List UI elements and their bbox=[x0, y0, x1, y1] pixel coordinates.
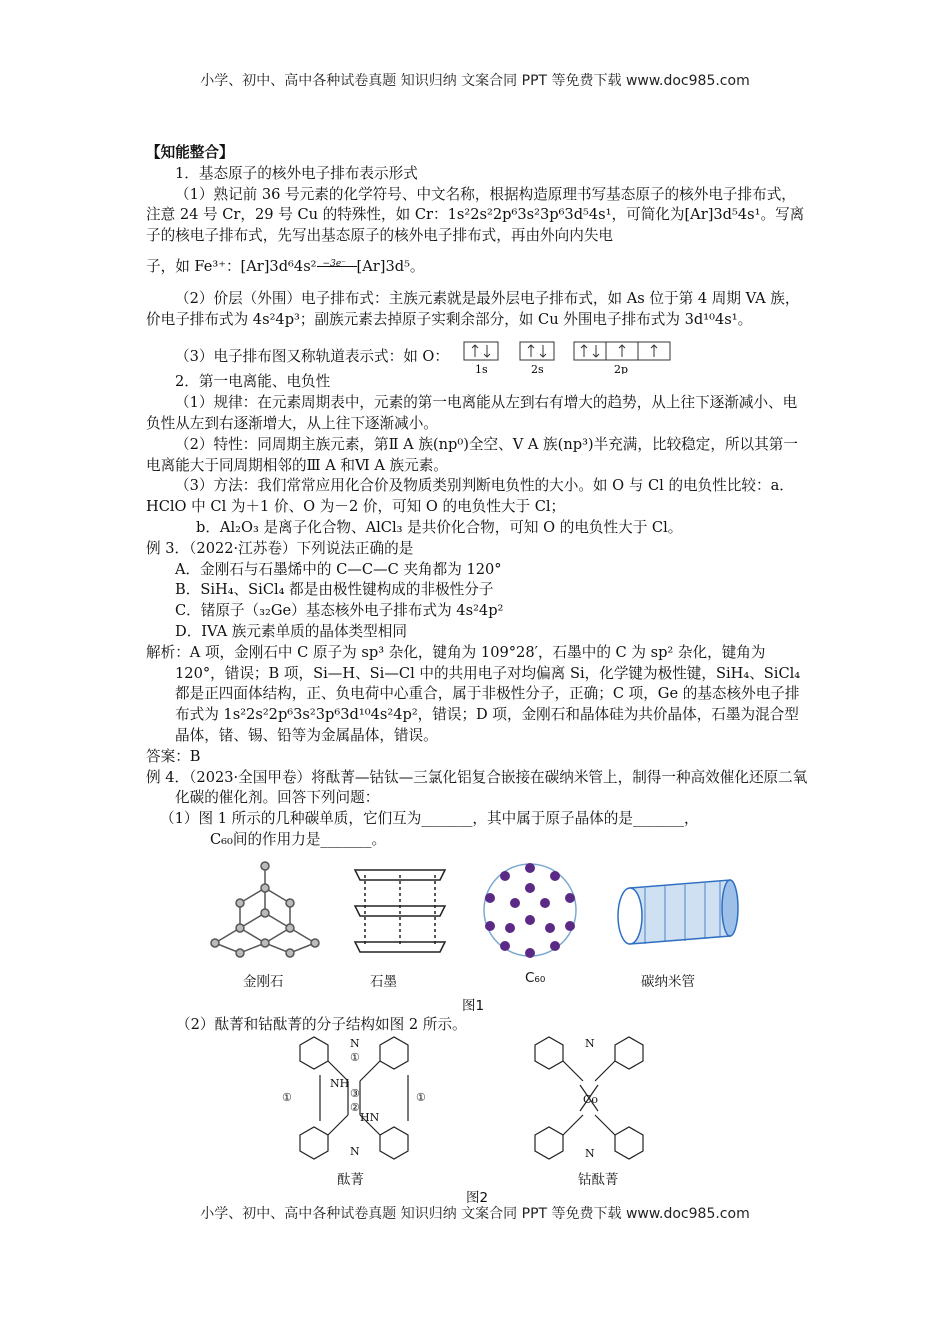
orbital-label-2s: 2s bbox=[530, 363, 544, 375]
paragraph: b．Al₂O₃ 是离子化合物、AlCl₃ 是共价化合物，可知 O 的电负性大于 Cl。 bbox=[196, 518, 683, 536]
fe-config: 子，如 Fe³⁺：[Ar]3d⁶4s² bbox=[146, 257, 317, 275]
atom-n: N bbox=[350, 1145, 360, 1158]
atom-nh: NH bbox=[330, 1077, 350, 1090]
option-c: C．锗原子（₃₂Ge）基态核外电子排布式为 4s²4p² bbox=[175, 602, 504, 620]
option-d: D．IVA 族元素单质的晶体类型相同 bbox=[175, 622, 407, 640]
atom-n: N bbox=[585, 1147, 595, 1160]
example-3-stem: 例 3．（2022·江苏卷）下列说法正确的是 bbox=[146, 539, 414, 557]
analysis: 解析：A 项，金刚石中 C 原子为 sp³ 杂化，键角为 109°28′，石墨中的 C 为 sp² 杂化，键角为 120°，错误；B 项，Si—H、Si—Cl 中的共用电子对均偏离 Si，化学键为极性键，SiH₄、SiCl₄ 都是正四面体结构，正、负电荷中心重合，属于非极性分子，正确；C 项，Ge 的基态核外电子排布式为 1s²2s²2p⁶3s²3p⁶3d¹⁰4s²4p²，错误；D 项，金刚石和晶体硅为共价晶体，石墨为混合型晶体，锗、锡、铅等为金属晶体，错误。 bbox=[146, 643, 801, 744]
figure-2-caption: 图2 bbox=[466, 1190, 489, 1206]
question-2: （2）酞菁和钴酞菁的分子结构如图 2 所示。 bbox=[176, 1016, 467, 1033]
document-body bbox=[146, 143, 808, 851]
paragraph: （3）方法：我们常常应用化合价及物质类别判断电负性的大小。如 O 与 Cl 的电负性比较：a．HClO 中 Cl 为＋1 价、O 为－2 价，可知 O 的电负性大于 Cl； bbox=[146, 477, 794, 516]
orbital-text: （3）电子排布图又称轨道表示式：如 O： bbox=[175, 348, 449, 366]
example-4-stem: 例 4．（2023·全国甲卷）将酞菁—钴钛—三氯化铝复合嵌接在碳纳米管上，制得一种高效催化还原二氧化碳的催化剂。回答下列问题： bbox=[146, 768, 808, 807]
section-title: 【知能整合】 bbox=[146, 144, 234, 161]
paragraph: （2）特性：同周期主族元素，第Ⅱ A 族(np⁰)全空、Ⅴ A 族(np³)半充满，比较稳定，所以其第一电离能大于同周期相邻的Ⅲ A 和Ⅵ A 族元素。 bbox=[146, 435, 798, 474]
orbital-label-2p: 2p bbox=[613, 363, 628, 375]
label-circle-2: ② bbox=[350, 1101, 360, 1114]
reaction-arrow bbox=[317, 258, 357, 271]
label-circle-1: ① bbox=[282, 1091, 292, 1104]
heading-2: 2．第一电离能、电负性 bbox=[175, 373, 331, 391]
label-graphite: 石墨 bbox=[370, 974, 397, 990]
arrow-label: −3e⁻ bbox=[322, 258, 346, 269]
label-c60: C₆₀ bbox=[525, 970, 546, 986]
label-nanotube: 碳纳米管 bbox=[641, 974, 695, 990]
atom-co: Co bbox=[583, 1093, 599, 1106]
label-circle-3: ③ bbox=[350, 1087, 360, 1100]
option-b: B．SiH₄、SiCl₄ 都是由极性键构成的非极性分子 bbox=[175, 581, 494, 599]
label-circle-1: ① bbox=[350, 1051, 360, 1064]
c60-structure bbox=[484, 863, 576, 958]
paragraph bbox=[146, 257, 808, 278]
figure-1-caption: 图1 bbox=[462, 998, 485, 1014]
label-circle-1: ① bbox=[416, 1091, 426, 1104]
paragraph bbox=[146, 340, 808, 375]
label-diamond: 金刚石 bbox=[243, 974, 284, 990]
option-a: A．金刚石与石墨烯中的 C—C—C 夹角都为 120° bbox=[175, 560, 502, 578]
label-cobalt-phthalocyanine: 钴酞菁 bbox=[578, 1172, 619, 1188]
label-phthalocyanine: 酞菁 bbox=[337, 1172, 364, 1188]
atom-n: N bbox=[585, 1037, 595, 1050]
paragraph: （2）价层（外围）电子排布式：主族元素就是最外层电子排布式，如 As 位于第 4 周期 VA 族，价电子排布式为 4s²4p³；副族元素去掉原子实剩余部分，如 Cu 外围电子排布式为 3d¹⁰4s¹。 bbox=[146, 289, 800, 328]
graphite-structure bbox=[355, 870, 445, 952]
paragraph: （1）规律：在元素周期表中，元素的第一电离能从左到右有增大的趋势，从上往下逐渐减小、电负性从左到右逐渐增大，从上往下逐渐减小。 bbox=[146, 394, 798, 432]
fe3-config: [Ar]3d⁵。 bbox=[356, 257, 425, 275]
nanotube-structure bbox=[618, 880, 738, 944]
orbital-diagram bbox=[462, 340, 672, 374]
question-1: （1）图 1 所示的几种碳单质，它们互为_______，其中属于原子晶体的是_______， bbox=[160, 810, 699, 828]
atom-hn: HN bbox=[360, 1111, 380, 1124]
heading-1: 1．基态原子的核外电子排布表示形式 bbox=[175, 164, 418, 182]
question-1-cont: C₆₀间的作用力是_______。 bbox=[210, 830, 387, 848]
figure-1 bbox=[205, 858, 745, 968]
page-header: 小学、初中、高中各种试卷真题 知识归纳 文案合同 PPT 等免费下载 www.doc985.com bbox=[200, 73, 750, 89]
paragraph: （1）熟记前 36 号元素的化学符号、中文名称，根据构造原理书写基态原子的核外电子排布式，注意 24 号 Cr，29 号 Cu 的特殊性，如 Cr：1s²2s²2p⁶3s²3p⁶3d⁵4s¹，可简化为[Ar]3d⁵4s¹。写离子的核电子排布式，先写出基态原子的核外电子排布式，再由外向内失电 bbox=[146, 185, 805, 245]
diamond-structure bbox=[211, 862, 319, 957]
atom-n: N bbox=[350, 1037, 360, 1050]
page-footer: 小学、初中、高中各种试卷真题 知识归纳 文案合同 PPT 等免费下载 www.doc985.com bbox=[200, 1206, 750, 1222]
orbital-label-1s: 1s bbox=[474, 363, 488, 375]
answer: 答案：B bbox=[146, 747, 201, 765]
figure-2 bbox=[280, 1035, 680, 1165]
